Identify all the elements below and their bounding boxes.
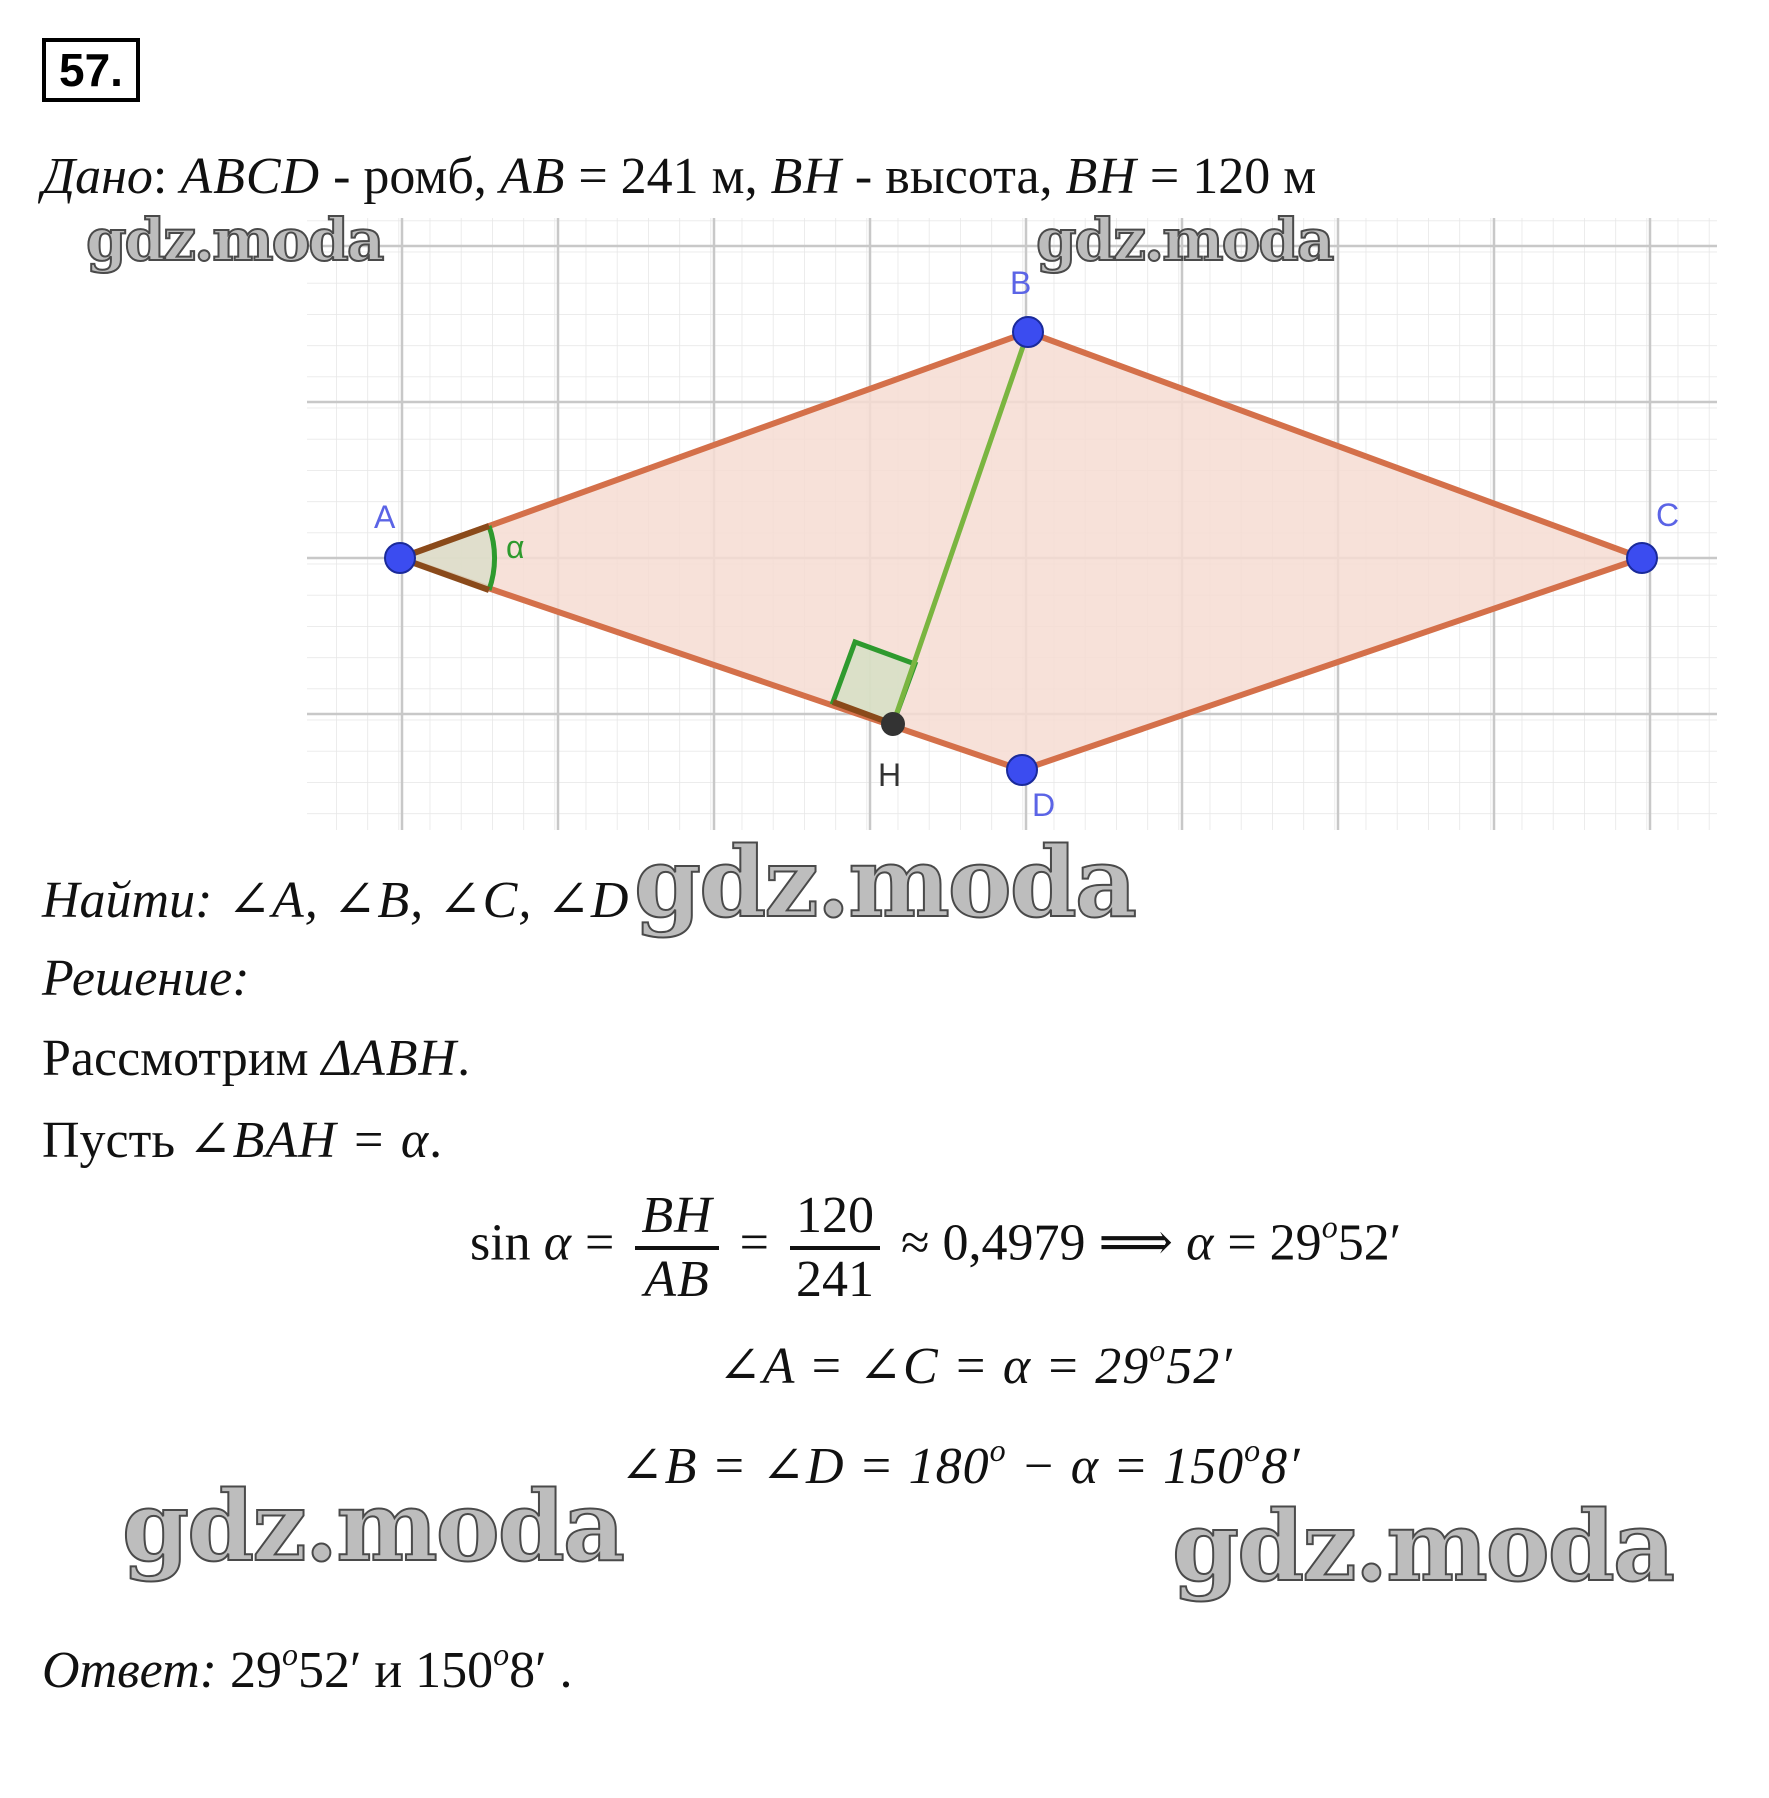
watermark-4: gdz.moda — [122, 1470, 624, 1583]
step-2 — [42, 1112, 442, 1169]
angles-ac-left: ∠A = ∠C = α = 29 — [718, 1338, 1150, 1395]
formula-result: = 29 — [1214, 1214, 1322, 1272]
formula-result-alpha: α — [1186, 1214, 1215, 1272]
label-h: H — [878, 757, 902, 793]
answer-end: . — [546, 1642, 573, 1699]
given-part-5: BH — [770, 148, 842, 205]
angles-bd-mid: − α = 150 — [1006, 1438, 1245, 1495]
formula-eq-1: = — [584, 1214, 615, 1272]
answer-value-1: 29 — [229, 1642, 282, 1699]
answer-line — [42, 1636, 573, 1699]
find-label: Найти — [42, 872, 196, 929]
fraction-bh-ab — [635, 1186, 718, 1310]
label-b: B — [1010, 265, 1032, 301]
given-part-8: = 120 м — [1136, 148, 1317, 205]
given-part-1: ABCD — [180, 148, 321, 205]
step-2-end: . — [429, 1112, 443, 1169]
formula-minutes: 52′ — [1337, 1214, 1402, 1272]
point-c — [1627, 543, 1657, 573]
fraction-2-denominator: 241 — [795, 1250, 874, 1308]
angles-ac-right: 52′ — [1166, 1338, 1233, 1395]
find-line — [42, 872, 629, 929]
fraction-1-denominator: AB — [644, 1250, 710, 1308]
answer-conj: и — [361, 1642, 416, 1699]
watermark-1: gdz.moda — [86, 206, 383, 274]
angles-a-c — [718, 1332, 1233, 1395]
fraction-1-numerator: BH — [635, 1186, 718, 1250]
point-b — [1013, 317, 1043, 347]
label-c: C — [1656, 497, 1680, 533]
solution-label: Решение: — [42, 950, 250, 1007]
solution-label-text: Решение — [42, 950, 233, 1007]
answer-value-1-min: 52′ — [297, 1642, 362, 1699]
point-h — [881, 712, 905, 736]
step-1 — [42, 1030, 470, 1087]
find-text: : ∠A, ∠B, ∠C, ∠D — [195, 872, 630, 929]
formula-approx: ≈ 0,4979 ⟹ — [900, 1214, 1187, 1272]
point-a — [385, 543, 415, 573]
watermark-3: gdz.moda — [634, 826, 1136, 939]
formula-sin: sin — [470, 1214, 531, 1272]
answer-label: Ответ — [42, 1642, 200, 1699]
problem-number: 57. — [42, 38, 140, 102]
step-2-text: Пусть — [42, 1112, 189, 1169]
fraction-120-241 — [790, 1186, 880, 1310]
angles-bd-degree-1: o — [989, 1432, 1007, 1468]
angles-bd-right: 8′ — [1261, 1438, 1301, 1495]
answer-value-2: 150 — [415, 1642, 494, 1699]
given-part-4: = 241 м, — [565, 148, 771, 205]
watermark-2: gdz.moda — [1036, 206, 1333, 274]
fraction-2-numerator: 120 — [790, 1186, 880, 1250]
angles-b-d — [620, 1432, 1301, 1495]
answer-colon: : — [199, 1642, 230, 1699]
label-d: D — [1032, 787, 1056, 823]
watermark-5: gdz.moda — [1172, 1490, 1674, 1603]
answer-degree-2: o — [493, 1636, 510, 1672]
angles-ac-degree: o — [1149, 1332, 1167, 1368]
step-1-end: . — [457, 1030, 471, 1087]
label-a: A — [374, 499, 396, 535]
label-alpha: α — [506, 529, 525, 565]
sine-formula — [470, 1186, 1401, 1310]
given-label: Дано — [42, 148, 153, 205]
given-part-7: BH — [1065, 148, 1137, 205]
step-1-text: Рассмотрим — [42, 1030, 322, 1087]
answer-value-2-min: 8′ — [509, 1642, 547, 1699]
formula-degree: o — [1321, 1208, 1338, 1245]
point-d — [1007, 755, 1037, 785]
answer-degree-1: o — [281, 1636, 298, 1672]
given-part-0: : — [152, 148, 181, 205]
rhombus-figure — [0, 0, 1769, 860]
step-2-math: ∠BAH = α — [188, 1112, 430, 1169]
angles-bd-degree-2: o — [1244, 1432, 1262, 1468]
step-1-math: ΔABH — [321, 1030, 458, 1087]
given-part-6: - высота, — [841, 148, 1066, 205]
formula-alpha: α — [543, 1214, 572, 1272]
given-part-2: - ромб, — [320, 148, 500, 205]
formula-eq-2: = — [739, 1214, 769, 1272]
angles-bd-left: ∠B = ∠D = 180 — [620, 1438, 990, 1495]
given-part-3: AB — [499, 148, 566, 205]
